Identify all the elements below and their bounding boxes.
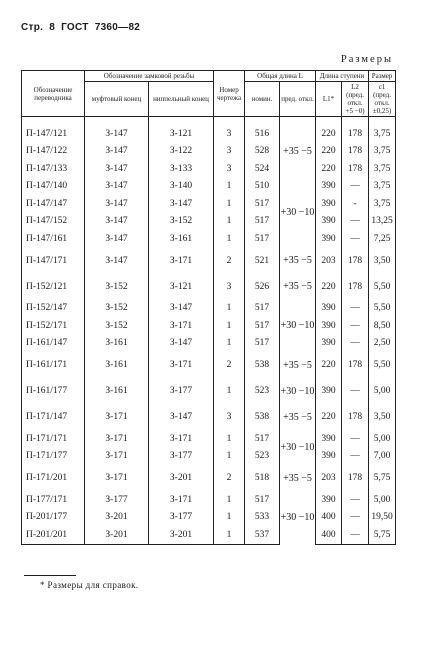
cell-l1: 203	[316, 248, 342, 274]
cell-c1: 3,75	[369, 195, 396, 213]
col-deviation: пред. откл.	[280, 82, 316, 117]
cell-pin-end: З-171	[149, 430, 214, 448]
cell-l1: 220	[316, 143, 342, 161]
cell-l1: 390	[316, 230, 342, 248]
footnote: * Размеры для справок.	[40, 580, 139, 590]
cell-box-end: З-147	[85, 195, 149, 213]
cell-l1: 390	[316, 300, 342, 318]
cell-pin-end: З-171	[149, 352, 214, 378]
cell-pin-end: З-152	[149, 213, 214, 231]
cell-nominal: 510	[245, 178, 280, 196]
cell-nominal: 517	[245, 491, 280, 509]
cell-designation: П-171/177	[22, 448, 85, 466]
cell-nominal: 523	[245, 448, 280, 466]
footnote-rule	[24, 575, 76, 576]
cell-l2: —	[342, 448, 369, 466]
cell-pin-end: З-171	[149, 491, 214, 509]
cell-l1: 220	[316, 352, 342, 378]
table-row	[22, 335, 396, 353]
cell-l1: 390	[316, 213, 342, 231]
cell-designation: П-147/152	[22, 213, 85, 231]
cell-nominal: 518	[245, 465, 280, 491]
cell-designation: П-171/171	[22, 430, 85, 448]
cell-c1: 3,75	[369, 117, 396, 143]
cell-deviation: +30 −10	[280, 491, 316, 544]
page-header	[21, 22, 146, 33]
col-thread-group: Обозначение замковой резьбы	[85, 71, 214, 82]
cell-drawing-no: 1	[214, 378, 245, 404]
cell-l2: —	[342, 300, 369, 318]
cell-deviation: +30 −10	[280, 430, 316, 465]
cell-pin-end: З-147	[149, 195, 214, 213]
cell-box-end: З-161	[85, 378, 149, 404]
cell-box-end: З-171	[85, 430, 149, 448]
cell-c1: 5,00	[369, 430, 396, 448]
table-row	[22, 117, 396, 143]
cell-nominal: 524	[245, 160, 280, 178]
cell-drawing-no: 3	[214, 404, 245, 430]
cell-nominal: 526	[245, 274, 280, 300]
cell-deviation: +30 −10	[280, 300, 316, 353]
cell-c1: 3,75	[369, 178, 396, 196]
cell-l2: -	[342, 195, 369, 213]
cell-nominal: 537	[245, 526, 280, 544]
cell-deviation: +35 −5	[280, 274, 316, 300]
cell-box-end: З-201	[85, 526, 149, 544]
cell-drawing-no: 3	[214, 160, 245, 178]
cell-pin-end: З-161	[149, 230, 214, 248]
cell-l2: —	[342, 178, 369, 196]
table-row	[22, 509, 396, 527]
cell-pin-end: З-121	[149, 117, 214, 143]
cell-deviation: +35 −5	[280, 248, 316, 274]
cell-designation: П-201/177	[22, 509, 85, 527]
cell-l2: —	[342, 317, 369, 335]
cell-drawing-no: 3	[214, 274, 245, 300]
cell-designation: П-171/147	[22, 404, 85, 430]
cell-l2: —	[342, 335, 369, 353]
col-step-group: Длина ступени	[316, 71, 369, 82]
cell-designation: П-147/147	[22, 195, 85, 213]
table-row	[22, 317, 396, 335]
cell-box-end: З-147	[85, 160, 149, 178]
cell-l2: —	[342, 526, 369, 544]
cell-nominal: 538	[245, 352, 280, 378]
cell-deviation: +35 −5	[280, 404, 316, 430]
cell-nominal: 517	[245, 300, 280, 318]
standard-number: 7360—82	[94, 22, 141, 33]
cell-designation: П-147/133	[22, 160, 85, 178]
cell-l1: 390	[316, 195, 342, 213]
cell-c1: 2,50	[369, 335, 396, 353]
cell-drawing-no: 1	[214, 509, 245, 527]
cell-c1: 5,50	[369, 352, 396, 378]
cell-l1: 400	[316, 509, 342, 527]
cell-l2: 178	[342, 160, 369, 178]
cell-nominal: 533	[245, 509, 280, 527]
standard-label: ГОСТ	[61, 22, 89, 33]
cell-l1: 390	[316, 430, 342, 448]
cell-c1: 19,50	[369, 509, 396, 527]
col-pin-end: ниппельный конец	[149, 82, 214, 117]
cell-box-end: З-147	[85, 143, 149, 161]
col-c1: c1 (пред. откл. ±0,25)	[369, 82, 396, 117]
cell-c1: 3,50	[369, 248, 396, 274]
col-l1: L1*	[316, 82, 342, 117]
cell-deviation: +35 −5	[280, 465, 316, 491]
cell-designation: П-147/161	[22, 230, 85, 248]
col-nominal: номин.	[245, 82, 280, 117]
cell-l2: —	[342, 230, 369, 248]
cell-c1: 13,25	[369, 213, 396, 231]
cell-deviation: +30 −10	[280, 378, 316, 404]
cell-l2: —	[342, 213, 369, 231]
table-row	[22, 378, 396, 404]
cell-pin-end: З-147	[149, 300, 214, 318]
cell-box-end: З-171	[85, 404, 149, 430]
cell-drawing-no: 1	[214, 300, 245, 318]
cell-c1: 3,75	[369, 160, 396, 178]
cell-pin-end: З-177	[149, 509, 214, 527]
cell-box-end: З-147	[85, 117, 149, 143]
cell-c1: 5,75	[369, 465, 396, 491]
cell-l1: 220	[316, 404, 342, 430]
cell-drawing-no: 1	[214, 448, 245, 466]
cell-c1: 5,50	[369, 274, 396, 300]
cell-nominal: 528	[245, 143, 280, 161]
col-l2: L2 (пред. откл. +5 −0)	[342, 82, 369, 117]
cell-pin-end: З-177	[149, 448, 214, 466]
cell-nominal: 517	[245, 230, 280, 248]
cell-l2: 178	[342, 404, 369, 430]
cell-designation: П-152/147	[22, 300, 85, 318]
cell-l1: 390	[316, 448, 342, 466]
table-row	[22, 143, 396, 161]
cell-c1: 3,50	[369, 404, 396, 430]
table-row	[22, 213, 396, 231]
cell-c1: 3,75	[369, 143, 396, 161]
cell-drawing-no: 1	[214, 335, 245, 353]
cell-drawing-no: 1	[214, 317, 245, 335]
cell-drawing-no: 1	[214, 430, 245, 448]
cell-l2: 178	[342, 352, 369, 378]
table-row	[22, 248, 396, 274]
cell-nominal: 517	[245, 430, 280, 448]
cell-pin-end: З-201	[149, 465, 214, 491]
cell-deviation: +35 −5	[280, 352, 316, 378]
cell-nominal: 517	[245, 195, 280, 213]
cell-l1: 390	[316, 178, 342, 196]
cell-pin-end: З-122	[149, 143, 214, 161]
cell-box-end: З-171	[85, 448, 149, 466]
col-length-group: Общая длина L	[245, 71, 316, 82]
cell-box-end: З-171	[85, 465, 149, 491]
cell-designation: П-147/171	[22, 248, 85, 274]
dimensions-table	[21, 70, 396, 545]
cell-l1: 203	[316, 465, 342, 491]
cell-c1: 8,50	[369, 317, 396, 335]
col-box-end: муфтовый конец	[85, 82, 149, 117]
col-size-group: Размер	[369, 71, 396, 82]
cell-designation: П-201/201	[22, 526, 85, 544]
cell-l2: 178	[342, 143, 369, 161]
cell-pin-end: З-121	[149, 274, 214, 300]
cell-designation: П-152/171	[22, 317, 85, 335]
cell-box-end: З-201	[85, 509, 149, 527]
cell-pin-end: З-201	[149, 526, 214, 544]
cell-drawing-no: 1	[214, 526, 245, 544]
cell-box-end: З-147	[85, 230, 149, 248]
cell-drawing-no: 3	[214, 117, 245, 143]
table-row	[22, 448, 396, 466]
cell-box-end: З-152	[85, 317, 149, 335]
cell-pin-end: З-147	[149, 335, 214, 353]
cell-box-end: З-177	[85, 491, 149, 509]
cell-l1: 220	[316, 117, 342, 143]
table-body	[22, 117, 396, 545]
page-label: Стр.	[21, 22, 44, 33]
cell-c1: 7,25	[369, 230, 396, 248]
cell-designation: П-147/122	[22, 143, 85, 161]
col-designation: Обозначение переводника	[22, 71, 85, 117]
cell-designation: П-147/121	[22, 117, 85, 143]
cell-l2: 178	[342, 465, 369, 491]
table-row	[22, 404, 396, 430]
table-row	[22, 274, 396, 300]
cell-deviation: +35 −5	[280, 117, 316, 178]
cell-designation: П-161/147	[22, 335, 85, 353]
cell-l2: —	[342, 491, 369, 509]
table-row	[22, 178, 396, 196]
cell-nominal: 516	[245, 117, 280, 143]
cell-l1: 390	[316, 317, 342, 335]
cell-designation: П-152/121	[22, 274, 85, 300]
cell-drawing-no: 1	[214, 230, 245, 248]
cell-designation: П-161/177	[22, 378, 85, 404]
cell-drawing-no: 2	[214, 352, 245, 378]
cell-drawing-no: 2	[214, 465, 245, 491]
cell-l2: 178	[342, 248, 369, 274]
cell-l1: 390	[316, 335, 342, 353]
cell-nominal: 517	[245, 335, 280, 353]
cell-c1: 7,00	[369, 448, 396, 466]
units-label: Размеры	[340, 54, 393, 65]
col-drawing-no: Номер чертежа	[214, 71, 245, 117]
cell-designation: П-147/140	[22, 178, 85, 196]
cell-l2: —	[342, 378, 369, 404]
cell-nominal: 517	[245, 317, 280, 335]
cell-nominal: 521	[245, 248, 280, 274]
cell-box-end: З-147	[85, 178, 149, 196]
cell-box-end: З-147	[85, 213, 149, 231]
cell-box-end: З-152	[85, 274, 149, 300]
table-row	[22, 195, 396, 213]
cell-drawing-no: 3	[214, 143, 245, 161]
cell-l1: 220	[316, 274, 342, 300]
cell-pin-end: З-171	[149, 248, 214, 274]
cell-l2: —	[342, 509, 369, 527]
cell-drawing-no: 2	[214, 248, 245, 274]
cell-pin-end: З-171	[149, 317, 214, 335]
cell-pin-end: З-147	[149, 404, 214, 430]
cell-drawing-no: 1	[214, 213, 245, 231]
cell-pin-end: З-140	[149, 178, 214, 196]
cell-nominal: 538	[245, 404, 280, 430]
cell-l1: 220	[316, 160, 342, 178]
cell-l1: 390	[316, 491, 342, 509]
table-row	[22, 160, 396, 178]
cell-l2: 178	[342, 274, 369, 300]
page-number: 8	[49, 22, 56, 33]
cell-box-end: З-147	[85, 248, 149, 274]
table-row	[22, 230, 396, 248]
cell-l1: 400	[316, 526, 342, 544]
cell-l2: —	[342, 430, 369, 448]
cell-drawing-no: 1	[214, 195, 245, 213]
table-row	[22, 352, 396, 378]
table-row	[22, 430, 396, 448]
cell-pin-end: З-133	[149, 160, 214, 178]
cell-box-end: З-152	[85, 300, 149, 318]
cell-l2: 178	[342, 117, 369, 143]
table-row	[22, 526, 396, 544]
cell-deviation: +30 −10	[280, 178, 316, 248]
cell-designation: П-177/171	[22, 491, 85, 509]
cell-pin-end: З-177	[149, 378, 214, 404]
cell-box-end: З-161	[85, 352, 149, 378]
cell-box-end: З-161	[85, 335, 149, 353]
cell-drawing-no: 1	[214, 491, 245, 509]
table-row	[22, 300, 396, 318]
cell-c1: 5,50	[369, 300, 396, 318]
cell-designation: П-161/171	[22, 352, 85, 378]
table-row	[22, 491, 396, 509]
cell-drawing-no: 1	[214, 178, 245, 196]
cell-designation: П-171/201	[22, 465, 85, 491]
cell-c1: 5,75	[369, 526, 396, 544]
cell-nominal: 517	[245, 213, 280, 231]
cell-c1: 5,00	[369, 378, 396, 404]
table-row	[22, 465, 396, 491]
cell-nominal: 523	[245, 378, 280, 404]
cell-l1: 390	[316, 378, 342, 404]
cell-c1: 5,00	[369, 491, 396, 509]
